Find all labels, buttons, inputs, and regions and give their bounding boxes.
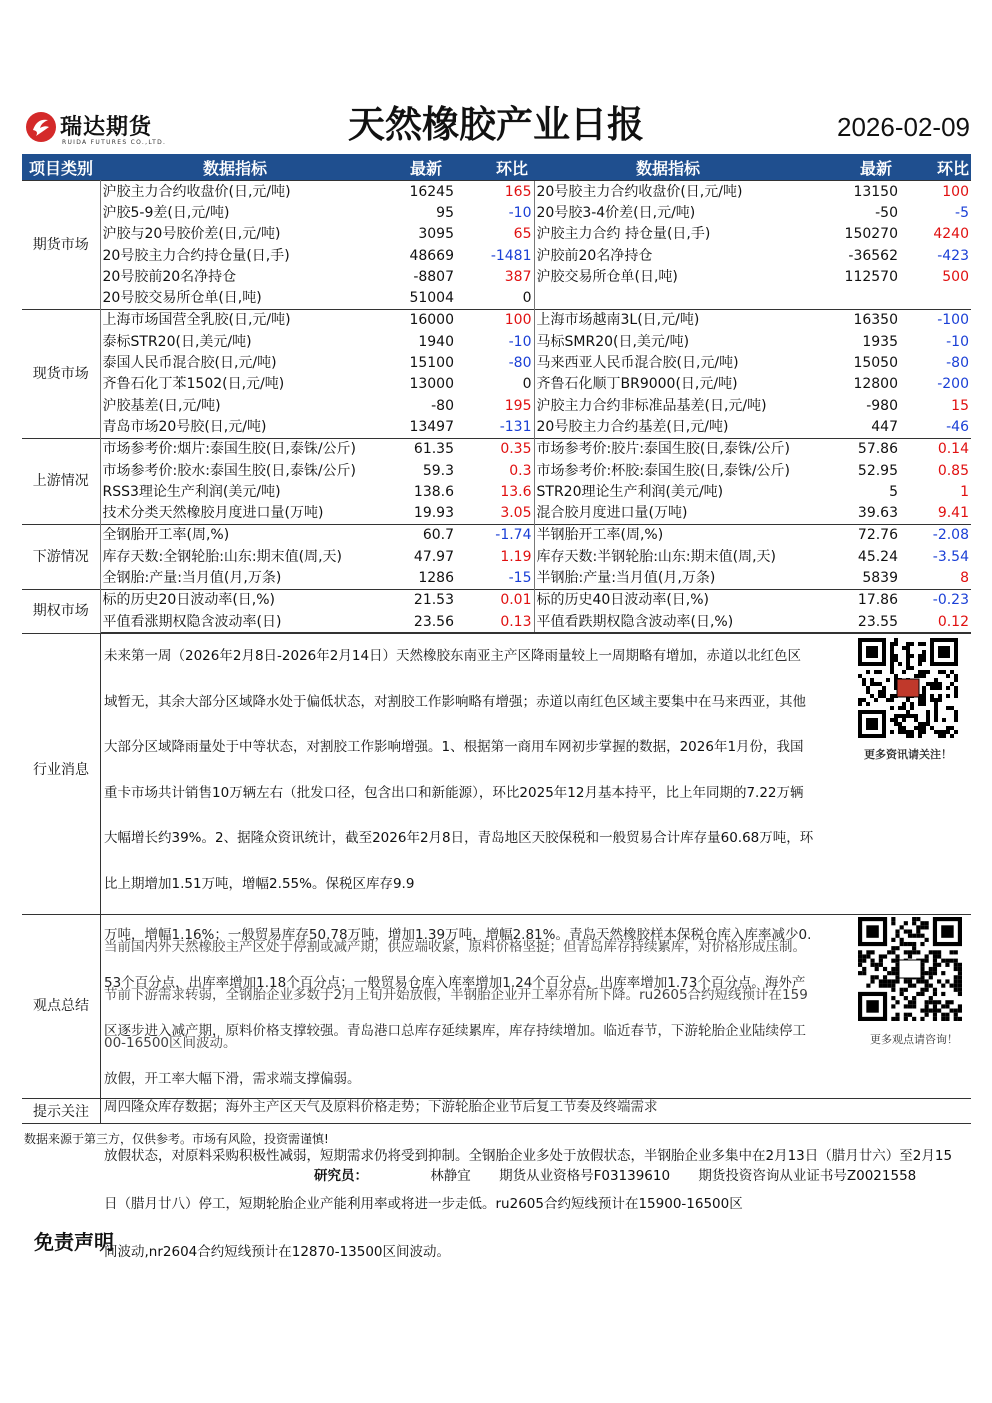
latest-value: -36562: [848, 247, 898, 264]
category-cell: 下游情况: [22, 524, 100, 589]
change-value: 0.85: [937, 462, 969, 479]
table-row: [22, 352, 971, 373]
table-row: [22, 481, 971, 502]
latest-value: 13150: [802, 181, 902, 203]
latest-value: 3095: [418, 226, 454, 243]
qr-caption-news: 更多资讯请关注！: [864, 748, 952, 761]
change-value: -10: [508, 333, 532, 350]
header-change-left: 环比: [458, 154, 534, 181]
change-value: 8: [960, 569, 969, 586]
tips-text: 周四隆众库存数据；海外主产区天气及原料价格走势；下游轮胎企业节后复工节奏及终端需求: [104, 1099, 658, 1115]
change-value: 0.12: [902, 611, 971, 633]
header-indicator-right: 数据指标: [534, 154, 802, 181]
indicator-name: 沪胶与20号胶价差(日,元/吨): [102, 226, 281, 243]
data-table: [22, 154, 971, 633]
indicator-name: 马标SMR20(日,美元/吨): [534, 331, 802, 352]
change-value: -15: [508, 569, 532, 586]
table-row: [22, 589, 971, 611]
latest-value: 45.24: [857, 548, 898, 565]
indicator-name: 沪胶基差(日,元/吨): [102, 397, 221, 414]
latest-value: 16000: [370, 309, 458, 331]
latest-value: -8807: [413, 268, 454, 285]
indicator-name: 20号胶交易所仓单(日,吨): [102, 290, 262, 307]
header-change-right: 环比: [902, 154, 971, 181]
latest-value: 39.63: [857, 505, 898, 522]
qr-code-icon: [858, 638, 962, 738]
change-value: -46: [946, 418, 969, 435]
latest-value: 61.35: [370, 438, 458, 460]
indicator-name: STR20理论生产利润(美元/吨): [534, 481, 802, 502]
latest-value: 112570: [844, 268, 898, 285]
change-value: 1: [960, 483, 969, 500]
change-value: 100: [902, 181, 971, 203]
indicator-name: 市场参考价:烟片:泰国生胶(日,泰铢/公斤): [100, 438, 370, 460]
latest-value: 16245: [370, 181, 458, 203]
table-row: [22, 546, 971, 567]
change-value: -200: [937, 376, 969, 393]
change-value: -1.74: [458, 524, 534, 546]
change-value: -3.54: [932, 548, 969, 565]
change-value: 165: [458, 181, 534, 203]
change-value: -100: [902, 309, 971, 331]
category-cell: 期权市场: [22, 589, 100, 633]
indicator-name: 混合胶月度进口量(万吨): [534, 502, 802, 524]
table-row: [22, 374, 971, 395]
industry-news-text: 未来第一周（2026年2月8日-2026年2月14日）天然橡胶东南亚主产区降雨量较上一周期略有增加，赤道以北红色区域暂无，其余大部分区域降水处于偏低状态，对割胶工作影响略有增强；赤道以南红色区域主要集中在马来西亚，其他大部分区域降雨量处于中等状态，对割胶工作影响增强。1、根据第一商用车网初步掌握的数据，2026年1月份，我国重卡市场共计销售10万辆左右（批发口径，包含出口和新能源），环比2025年12月基本持平，比上年同期的7.22万辆大幅增长约39%。2、据隆众资讯统计，截至2026年2月8日，青岛地区天胶保税和一般贸易合计库存量60.68万吨，环比上期增加1.51万吨，增幅2.55%。保税区库存9.9: [104, 648, 814, 892]
change-value: 0.01: [458, 589, 534, 611]
latest-value: 52.95: [857, 462, 898, 479]
indicator-name: 标的历史20日波动率(日,%): [100, 589, 370, 611]
change-value: 0: [522, 290, 532, 307]
indicator-name: RSS3理论生产利润(美元/吨): [102, 483, 281, 500]
latest-value: [802, 287, 902, 309]
indicator-name: 沪胶前20名净持仓: [534, 245, 802, 266]
latest-value: 12800: [853, 376, 898, 393]
indicator-name: 库存天数:全钢轮胎:山东:期末值(周,天): [102, 548, 343, 565]
report-title: 天然橡胶产业日报: [348, 103, 644, 146]
advisor-certificate: 期货投资咨询从业证书号Z0021558: [698, 1168, 917, 1184]
indicator-name: 平值看跌期权隐含波动率(日,%): [534, 611, 802, 633]
industry-news-label: 行业消息: [33, 762, 89, 778]
latest-value: 15100: [409, 355, 454, 372]
overflow-text-line: 放假状态，对原料采购积极性减弱，短期需求仍将受到抑制。全钢胎企业多处于放假状态，半钢胎企业多集中在2月13日（腊月廿六）至2月15: [104, 1148, 953, 1164]
indicator-name: 库存天数:半钢轮胎:山东:期末值(周,天): [534, 546, 802, 567]
indicator-name: 20号胶主力合约持仓量(日,手): [102, 247, 290, 264]
table-row: [22, 502, 971, 524]
latest-value: 60.7: [370, 524, 458, 546]
change-value: 3.05: [500, 505, 532, 522]
indicator-name: 市场参考价:胶片:泰国生胶(日,泰铢/公斤): [534, 438, 802, 460]
change-value: -1481: [490, 247, 532, 264]
latest-value: 21.53: [370, 589, 458, 611]
table-body: [22, 181, 971, 633]
latest-value: 13497: [409, 418, 454, 435]
qualification-number: 期货从业资格号F03139610: [499, 1168, 671, 1184]
table-row: [22, 202, 971, 223]
latest-value: -50: [875, 204, 898, 221]
latest-value: 48669: [409, 247, 454, 264]
indicator-name: 20号胶主力合约基差(日,元/吨): [534, 416, 802, 438]
indicator-name: 全钢胎开工率(周,%): [100, 524, 370, 546]
change-value: 0.14: [902, 438, 971, 460]
table-header-row: [22, 154, 971, 181]
industry-news-section: [22, 633, 971, 915]
indicator-name: 沪胶主力合约非标准品基差(日,元/吨): [534, 395, 802, 416]
table-row: [22, 567, 971, 589]
change-value: -80: [946, 355, 969, 372]
latest-value: 5: [889, 483, 898, 500]
change-value: 4240: [933, 226, 969, 243]
header-category: 项目类别: [22, 154, 100, 181]
latest-value: 19.93: [413, 505, 454, 522]
change-value: -10: [946, 333, 969, 350]
view-summary-text: 万吨，增幅1.16%；一般贸易库存50.78万吨，增加1.39万吨，增幅2.81%。青岛天然橡胶样本保税仓库入库率减少0.53个百分点，出库率增加1.18个百分点；一般贸易仓库入库率增加1.24个百分点，出库率增加1.73个百分点。海外产区逐步进入减产期，原料价格支撑较强。青岛港口总库存延续累库，库存持续增加。临近春节，下游轮胎企业陆续停工放假，开工率大幅下滑，需求端支撑偏弱。: [104, 927, 812, 1087]
table-row: [22, 611, 971, 633]
indicator-name: 市场参考价:杯胶:泰国生胶(日,泰铢/公斤): [534, 460, 802, 481]
change-value: 387: [504, 268, 532, 285]
change-value: -2.08: [902, 524, 971, 546]
indicator-name: 沪胶交易所仓单(日,吨): [534, 266, 802, 287]
table-row: [22, 460, 971, 481]
latest-value: 447: [871, 418, 898, 435]
indicator-name: 泰标STR20(日,美元/吨): [102, 333, 252, 350]
indicator-name: 沪胶5-9差(日,元/吨): [102, 204, 230, 221]
latest-value: 15050: [853, 355, 898, 372]
table-row: [22, 224, 971, 245]
change-value: 9.41: [937, 505, 969, 522]
change-value: 0.13: [458, 611, 534, 633]
view-summary-text-overlap: 当前国内外天然橡胶主产区处于停割或减产期，供应端收紧，原料价格坚挺；但青岛库存持续累库，对价格形成压制。节前下游需求转弱，全钢胎企业多数于2月上旬开始放假，半钢胎企业开工率亦有所下降。ru2605合约短线预计在15900-16500区间波动。: [104, 939, 808, 1051]
indicator-name: 沪胶主力合约收盘价(日,元/吨): [100, 181, 370, 203]
latest-value: 16350: [802, 309, 902, 331]
company-name: 瑞达期货: [60, 115, 153, 140]
header-indicator-left: 数据指标: [100, 154, 370, 181]
table-row: [22, 266, 971, 287]
category-cell: 现货市场: [22, 309, 100, 438]
change-value: 195: [504, 397, 532, 414]
table-row: [22, 287, 971, 309]
latest-value: 5839: [862, 569, 898, 586]
indicator-name: 20号胶主力合约收盘价(日,元/吨): [534, 181, 802, 203]
qr-code-icon: [858, 917, 962, 1021]
latest-value: 23.56: [370, 611, 458, 633]
view-summary-section: [22, 913, 971, 1099]
qr-caption-view: 更多观点请咨询！: [870, 1033, 958, 1046]
overflow-text-line: 日（腊月廿八）停工，短期轮胎企业产能利用率或将进一步走低。ru2605合约短线预计在15900-16500区: [104, 1196, 743, 1212]
indicator-name: [534, 287, 802, 309]
indicator-name: 上海市场越南3L(日,元/吨): [534, 309, 802, 331]
latest-value: 47.97: [413, 548, 454, 565]
indicator-name: 齐鲁石化丁苯1502(日,元/吨): [102, 376, 285, 393]
indicator-name: 市场参考价:胶水:泰国生胶(日,泰铢/公斤): [102, 462, 357, 479]
latest-value: 138.6: [413, 483, 454, 500]
table-row: [22, 181, 971, 203]
change-value: 65: [513, 226, 532, 243]
header-latest-left: 最新: [370, 154, 458, 181]
latest-value: 150270: [844, 226, 898, 243]
disclaimer-title: 免责声明: [34, 1230, 114, 1254]
latest-value: 1940: [418, 333, 454, 350]
report-date: 2026-02-09: [837, 112, 970, 142]
data-source-note: 数据来源于第三方，仅供参考。市场有风险，投资需谨慎!: [24, 1132, 329, 1146]
researcher-label: 研究员：: [314, 1168, 368, 1184]
indicator-name: 20号胶3-4价差(日,元/吨): [534, 202, 802, 223]
company-subtitle: RUIDA FUTURES CO.,LTD.: [62, 139, 167, 146]
change-value: 100: [458, 309, 534, 331]
indicator-name: 半钢胎开工率(周,%): [534, 524, 802, 546]
indicator-name: 平值看涨期权隐含波动率(日): [100, 611, 370, 633]
change-value: 0: [522, 376, 532, 393]
indicator-name: 沪胶主力合约 持仓量(日,手): [534, 224, 802, 245]
section-divider: [100, 913, 101, 1098]
indicator-name: 上海市场国营全乳胶(日,元/吨): [100, 309, 370, 331]
tips-section: [22, 1099, 971, 1124]
latest-value: 17.86: [802, 589, 902, 611]
latest-value: 57.86: [802, 438, 902, 460]
indicator-name: 技术分类天然橡胶月度进口量(万吨): [102, 505, 324, 522]
view-summary-label: 观点总结: [33, 998, 89, 1014]
latest-value: 72.76: [802, 524, 902, 546]
researcher-name: 林静宜: [430, 1168, 471, 1184]
latest-value: 1286: [418, 569, 454, 586]
table-row: [22, 309, 971, 331]
latest-value: -80: [431, 397, 454, 414]
table-row: [22, 416, 971, 438]
change-value: -5: [955, 204, 969, 221]
tips-label: 提示关注: [33, 1104, 89, 1120]
latest-value: 51004: [409, 290, 454, 307]
header-latest-right: 最新: [802, 154, 902, 181]
latest-value: 95: [436, 204, 454, 221]
section-divider: [100, 1099, 101, 1123]
change-value: -131: [499, 418, 532, 435]
indicator-name: 标的历史40日波动率(日,%): [534, 589, 802, 611]
indicator-name: 青岛市场20号胶(日,元/吨): [102, 418, 267, 435]
change-value: 0.3: [509, 462, 532, 479]
latest-value: 13000: [409, 376, 454, 393]
researcher-info: [314, 1164, 940, 1184]
change-value: 500: [942, 268, 969, 285]
overflow-text-line: 间波动,nr2604合约短线预计在12870-13500区间波动。: [104, 1244, 451, 1260]
change-value: -10: [508, 204, 532, 221]
indicator-name: 泰国人民币混合胶(日,元/吨): [102, 355, 277, 372]
indicator-name: 20号胶前20名净持仓: [102, 268, 237, 285]
change-value: -80: [508, 355, 532, 372]
change-value: 0.35: [458, 438, 534, 460]
change-value: 15: [951, 397, 969, 414]
table-row: [22, 438, 971, 460]
indicator-name: 半钢胎:产量:当月值(月,万条): [534, 567, 802, 589]
latest-value: 59.3: [422, 462, 454, 479]
category-cell: 上游情况: [22, 438, 100, 524]
change-value: -0.23: [902, 589, 971, 611]
table-row: [22, 245, 971, 266]
change-value: [902, 287, 971, 309]
table-row: [22, 331, 971, 352]
latest-value: 1935: [862, 333, 898, 350]
indicator-name: 马来西亚人民币混合胶(日,元/吨): [534, 352, 802, 373]
category-cell: 期货市场: [22, 181, 100, 310]
table-row: [22, 524, 971, 546]
table-row: [22, 395, 971, 416]
latest-value: -980: [866, 397, 898, 414]
change-value: 1.19: [500, 548, 532, 565]
indicator-name: 全钢胎:产量:当月值(月,万条): [102, 569, 282, 586]
indicator-name: 齐鲁石化顺丁BR9000(日,元/吨): [534, 374, 802, 395]
latest-value: 23.55: [802, 611, 902, 633]
change-value: 13.6: [500, 483, 532, 500]
change-value: -423: [937, 247, 969, 264]
section-divider: [100, 634, 101, 914]
